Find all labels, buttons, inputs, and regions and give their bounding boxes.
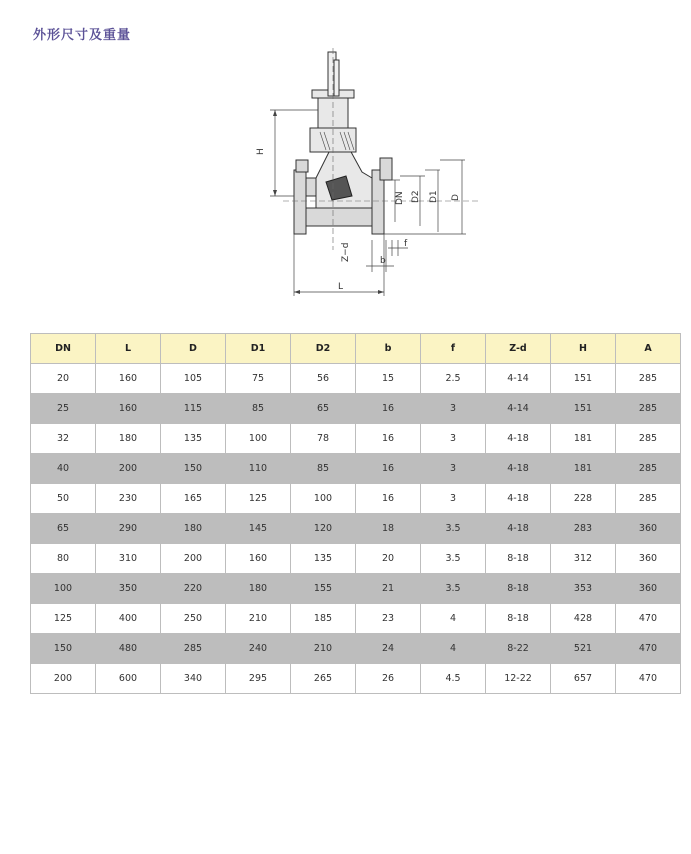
table-cell: 200 bbox=[161, 544, 226, 574]
table-cell: 470 bbox=[616, 604, 681, 634]
column-header: DN bbox=[31, 334, 96, 364]
top-flange bbox=[296, 160, 308, 172]
table-cell: 3 bbox=[421, 454, 486, 484]
table-cell: 4-18 bbox=[486, 484, 551, 514]
table-cell: 360 bbox=[616, 544, 681, 574]
table-cell: 3.5 bbox=[421, 544, 486, 574]
table-cell: 56 bbox=[291, 364, 356, 394]
table-cell: 151 bbox=[551, 394, 616, 424]
left-flange bbox=[294, 170, 306, 234]
table-cell: 150 bbox=[31, 634, 96, 664]
column-header: f bbox=[421, 334, 486, 364]
table-cell: 4.5 bbox=[421, 664, 486, 694]
table-cell: 24 bbox=[356, 634, 421, 664]
column-header: L bbox=[96, 334, 161, 364]
table-cell: 265 bbox=[291, 664, 356, 694]
table-cell: 283 bbox=[551, 514, 616, 544]
table-cell: 40 bbox=[31, 454, 96, 484]
table-cell: 353 bbox=[551, 574, 616, 604]
table-cell: 181 bbox=[551, 424, 616, 454]
table-cell: 3.5 bbox=[421, 574, 486, 604]
table-cell: 3 bbox=[421, 424, 486, 454]
table-cell: 8-18 bbox=[486, 574, 551, 604]
column-header: A bbox=[616, 334, 681, 364]
table-cell: 200 bbox=[96, 454, 161, 484]
label-Zd: Z−d bbox=[341, 242, 351, 262]
table-cell: 200 bbox=[31, 664, 96, 694]
table-cell: 8-22 bbox=[486, 634, 551, 664]
label-D2: D2 bbox=[411, 190, 421, 203]
label-DN: DN bbox=[395, 191, 405, 205]
table-cell: 165 bbox=[161, 484, 226, 514]
table-cell: 181 bbox=[551, 454, 616, 484]
table-cell: 230 bbox=[96, 484, 161, 514]
table-cell: 85 bbox=[226, 394, 291, 424]
table-cell: 3 bbox=[421, 484, 486, 514]
left-nozzle bbox=[380, 158, 392, 180]
table-cell: 135 bbox=[161, 424, 226, 454]
column-header: D bbox=[161, 334, 226, 364]
table-row bbox=[31, 514, 681, 544]
table-cell: 210 bbox=[291, 634, 356, 664]
table-cell: 155 bbox=[291, 574, 356, 604]
table-cell: 285 bbox=[161, 634, 226, 664]
table-cell: 240 bbox=[226, 634, 291, 664]
valve-drawing bbox=[0, 0, 691, 330]
table-cell: 312 bbox=[551, 544, 616, 574]
table-cell: 657 bbox=[551, 664, 616, 694]
table-cell: 285 bbox=[616, 364, 681, 394]
table-cell: 135 bbox=[291, 544, 356, 574]
column-header: D2 bbox=[291, 334, 356, 364]
table-cell: 4-18 bbox=[486, 424, 551, 454]
table-cell: 20 bbox=[31, 364, 96, 394]
table-cell: 4-14 bbox=[486, 394, 551, 424]
table-cell: 125 bbox=[31, 604, 96, 634]
table-cell: 180 bbox=[161, 514, 226, 544]
table-cell: 3 bbox=[421, 394, 486, 424]
label-f: f bbox=[404, 239, 408, 249]
table-cell: 151 bbox=[551, 364, 616, 394]
table-row bbox=[31, 604, 681, 634]
table-cell: 180 bbox=[226, 574, 291, 604]
table-cell: 600 bbox=[96, 664, 161, 694]
table-row bbox=[31, 454, 681, 484]
table-cell: 105 bbox=[161, 364, 226, 394]
table-cell: 4 bbox=[421, 604, 486, 634]
table-cell: 16 bbox=[356, 484, 421, 514]
table-row bbox=[31, 634, 681, 664]
table-cell: 250 bbox=[161, 604, 226, 634]
page-title: 外形尺寸及重量 bbox=[33, 28, 132, 43]
table-cell: 115 bbox=[161, 394, 226, 424]
table-cell: 470 bbox=[616, 634, 681, 664]
table-cell: 350 bbox=[96, 574, 161, 604]
table-cell: 210 bbox=[226, 604, 291, 634]
table-cell: 285 bbox=[616, 424, 681, 454]
table-header-row bbox=[31, 334, 681, 364]
table-row bbox=[31, 574, 681, 604]
table-row bbox=[31, 424, 681, 454]
label-H: H bbox=[256, 148, 266, 155]
table-cell: 50 bbox=[31, 484, 96, 514]
table-cell: 4-18 bbox=[486, 454, 551, 484]
table-cell: 310 bbox=[96, 544, 161, 574]
table-cell: 85 bbox=[291, 454, 356, 484]
table-cell: 428 bbox=[551, 604, 616, 634]
table-cell: 360 bbox=[616, 574, 681, 604]
table-cell: 160 bbox=[96, 364, 161, 394]
table-cell: 400 bbox=[96, 604, 161, 634]
table-cell: 220 bbox=[161, 574, 226, 604]
table-cell: 100 bbox=[226, 424, 291, 454]
table-cell: 180 bbox=[96, 424, 161, 454]
table-cell: 15 bbox=[356, 364, 421, 394]
table-cell: 20 bbox=[356, 544, 421, 574]
table-cell: 26 bbox=[356, 664, 421, 694]
table-cell: 285 bbox=[616, 394, 681, 424]
table-cell: 80 bbox=[31, 544, 96, 574]
stem-guide bbox=[334, 60, 339, 96]
table-cell: 120 bbox=[291, 514, 356, 544]
table-cell: 110 bbox=[226, 454, 291, 484]
table-cell: 8-18 bbox=[486, 544, 551, 574]
table-cell: 16 bbox=[356, 394, 421, 424]
table-cell: 100 bbox=[291, 484, 356, 514]
table-cell: 4-14 bbox=[486, 364, 551, 394]
table-cell: 8-18 bbox=[486, 604, 551, 634]
table-cell: 25 bbox=[31, 394, 96, 424]
table-row bbox=[31, 394, 681, 424]
table-body bbox=[31, 364, 681, 694]
table-cell: 3.5 bbox=[421, 514, 486, 544]
column-header: H bbox=[551, 334, 616, 364]
table-cell: 340 bbox=[161, 664, 226, 694]
table-cell: 75 bbox=[226, 364, 291, 394]
table-cell: 18 bbox=[356, 514, 421, 544]
table-row bbox=[31, 664, 681, 694]
table-cell: 16 bbox=[356, 424, 421, 454]
column-header: b bbox=[356, 334, 421, 364]
table-row bbox=[31, 544, 681, 574]
label-D1: D1 bbox=[429, 190, 439, 203]
table-cell: 125 bbox=[226, 484, 291, 514]
table-cell: 480 bbox=[96, 634, 161, 664]
table-cell: 4-18 bbox=[486, 514, 551, 544]
table-cell: 2.5 bbox=[421, 364, 486, 394]
label-L: L bbox=[338, 282, 344, 292]
table-cell: 295 bbox=[226, 664, 291, 694]
table-cell: 470 bbox=[616, 664, 681, 694]
table-cell: 285 bbox=[616, 454, 681, 484]
table-cell: 65 bbox=[31, 514, 96, 544]
table-cell: 285 bbox=[616, 484, 681, 514]
table-cell: 32 bbox=[31, 424, 96, 454]
lower-pipe bbox=[306, 208, 372, 226]
label-b: b bbox=[380, 256, 386, 266]
table-row bbox=[31, 364, 681, 394]
table-cell: 12-22 bbox=[486, 664, 551, 694]
table-cell: 4 bbox=[421, 634, 486, 664]
table-cell: 23 bbox=[356, 604, 421, 634]
table-cell: 65 bbox=[291, 394, 356, 424]
table-cell: 290 bbox=[96, 514, 161, 544]
table-cell: 21 bbox=[356, 574, 421, 604]
column-header: D1 bbox=[226, 334, 291, 364]
table-cell: 100 bbox=[31, 574, 96, 604]
table-cell: 16 bbox=[356, 454, 421, 484]
table-cell: 228 bbox=[551, 484, 616, 514]
table-row bbox=[31, 484, 681, 514]
table-cell: 78 bbox=[291, 424, 356, 454]
table-cell: 360 bbox=[616, 514, 681, 544]
table-cell: 160 bbox=[226, 544, 291, 574]
column-header: Z-d bbox=[486, 334, 551, 364]
dimension-table bbox=[30, 333, 681, 694]
table-cell: 185 bbox=[291, 604, 356, 634]
table-cell: 160 bbox=[96, 394, 161, 424]
table-cell: 145 bbox=[226, 514, 291, 544]
table-cell: 150 bbox=[161, 454, 226, 484]
label-D: D bbox=[451, 194, 461, 201]
table-cell: 521 bbox=[551, 634, 616, 664]
